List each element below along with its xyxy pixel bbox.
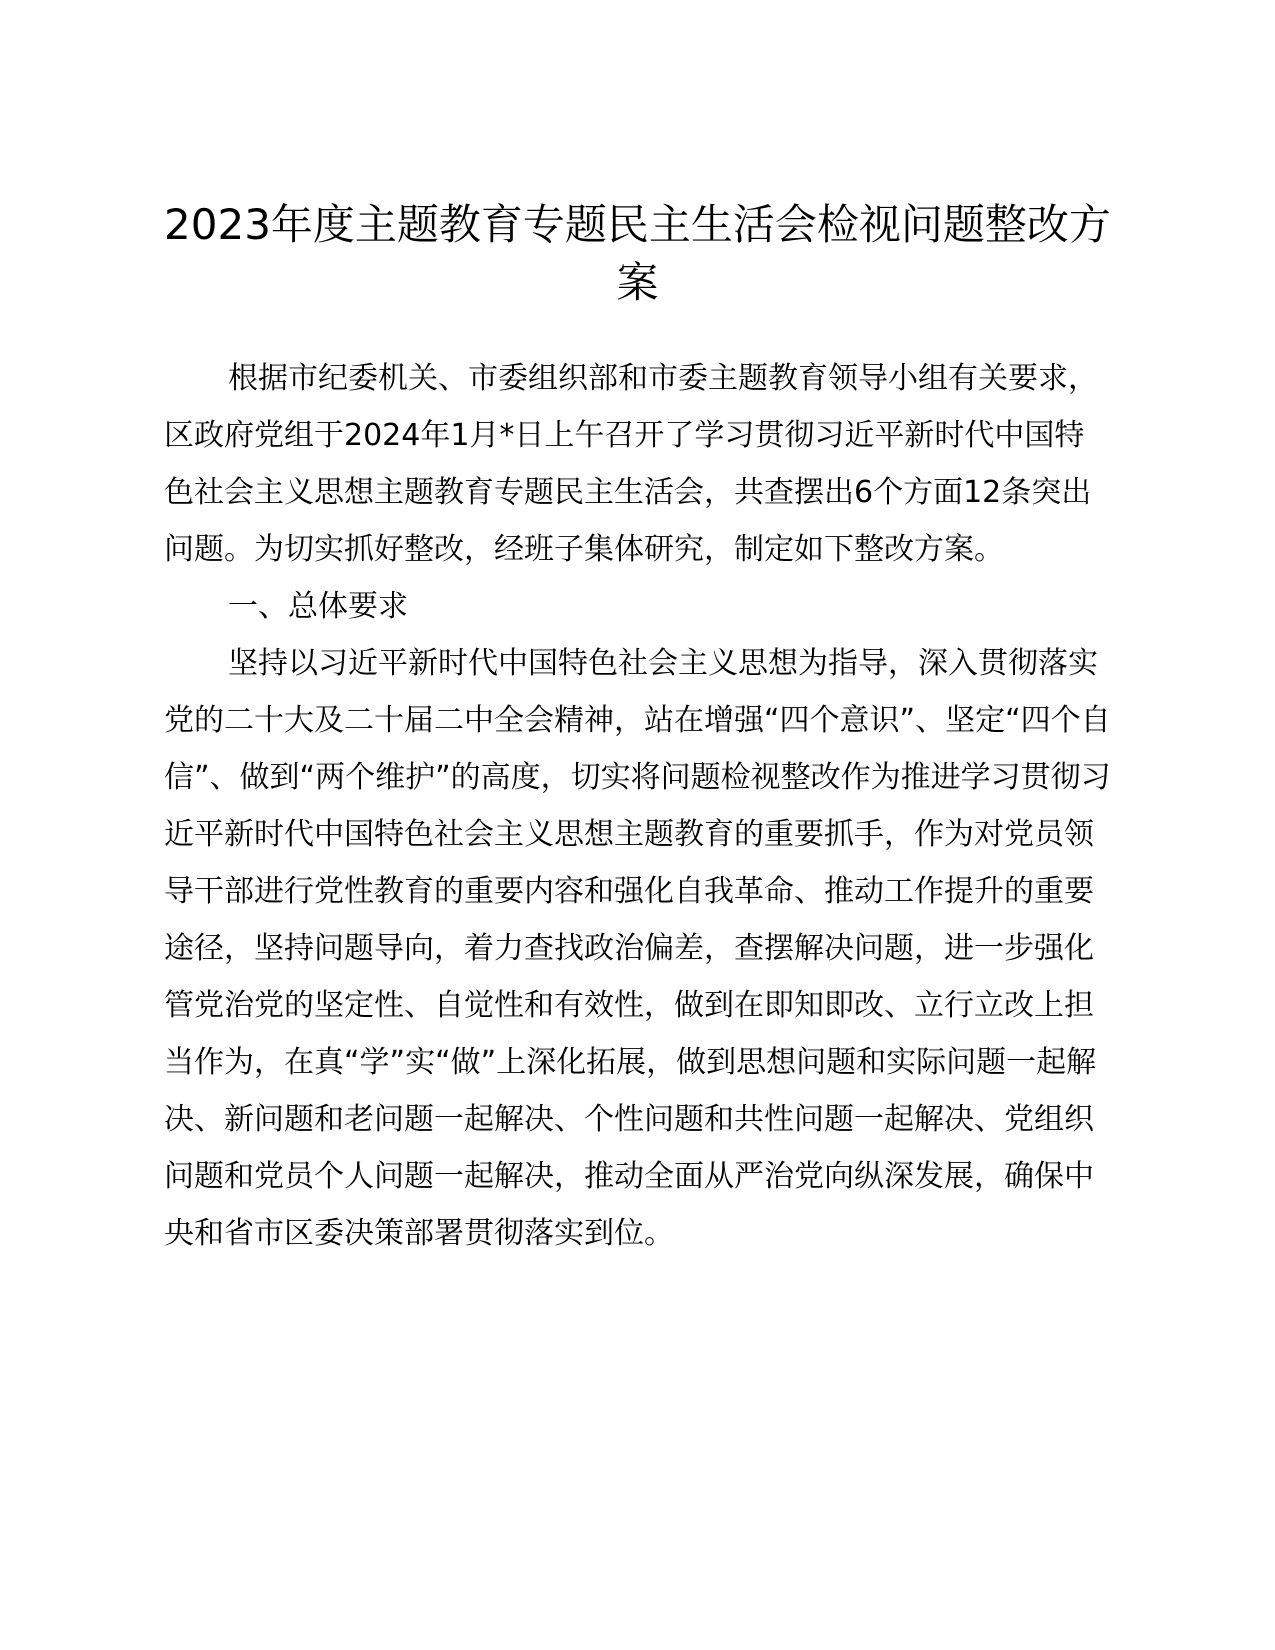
document-body [164, 350, 1114, 1262]
general-requirements-paragraph: 坚持以习近平新时代中国特色社会主义思想为指导，深入贯彻落实党的二十大及二十届二中全会精神，站在增强“四个意识”、坚定“四个自信”、做到“两个维护”的高度，切实将问题检视整改作为推进学习贯彻习近平新时代中国特色社会主义思想主题教育的重要抓手，作为对党员领导干部进行党性教育的重要内容和强化自我革命、推动工作提升的重要途径，坚持问题导向，着力查找政治偏差，查摆解决问题，进一步强化管党治党的坚定性、自觉性和有效性，做到在即知即改、立行立改上担当作为，在真“学”实“做”上深化拓展，做到思想问题和实际问题一起解决、新问题和老问题一起解决、个性问题和共性问题一起解决、党组织问题和党员个人问题一起解决，推动全面从严治党向纵深发展，确保中央和省市区委决策部署贯彻落实到位。 [164, 646, 1111, 1251]
intro-paragraph: 根据市纪委机关、市委组织部和市委主题教育领导小组有关要求，区政府党组于2024年1月*日上午召开了学习贯彻习近平新时代中国特色社会主义思想主题教育专题民主生活会，共查摆出6个方面12条突出问题。为切实抓好整改，经班子集体研究，制定如下整改方案。 [164, 361, 1098, 567]
document-title: 2023年度主题教育专题民主生活会检视问题整改方案 [164, 200, 1111, 307]
section-heading-general-requirements: 一、总体要求 [228, 589, 408, 624]
